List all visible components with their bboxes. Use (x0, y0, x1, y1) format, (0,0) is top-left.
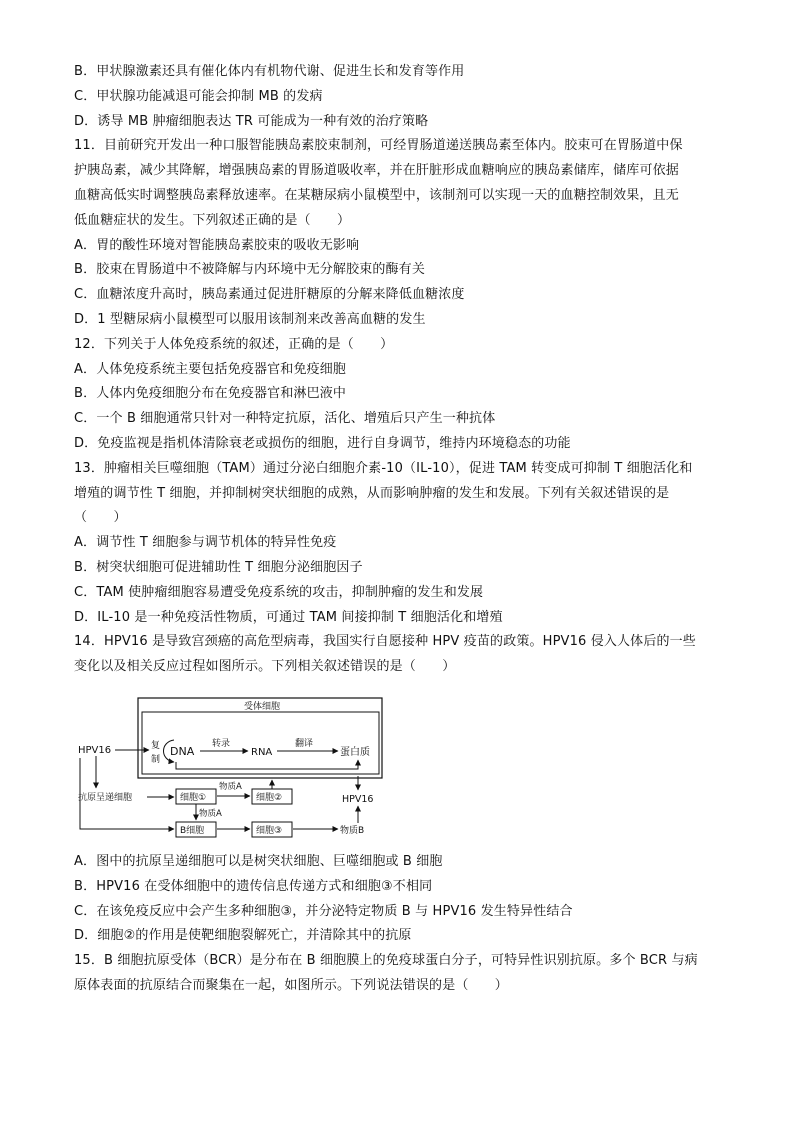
question-15 (74, 949, 724, 999)
q11-stem-line: 血糖高低实时调整胰岛素释放速率。在某糖尿病小鼠模型中，该制剂可以实现一天的血糖控制效果，且无 (74, 187, 679, 203)
host-cell-inner-box (142, 712, 379, 774)
q13-option-a: A．调节性 T 细胞参与调节机体的特异性免疫 (74, 535, 337, 551)
rna-label: RNA (251, 747, 273, 758)
protein-label: 蛋白质 (340, 747, 370, 758)
translation-label: 翻译 (295, 739, 314, 749)
q15-stem-line: 原体表面的抗原结合而聚集在一起，如图所示。下列说法错误的是（ ） (74, 977, 508, 993)
replication-label-2: 制 (151, 755, 161, 765)
question-13 (74, 457, 724, 631)
q11-option-b: B．胶束在胃肠道中不被降解与内环境中无分解胶束的酶有关 (74, 262, 425, 278)
question-12 (74, 333, 724, 457)
q14-stem-line: 14．HPV16 是导致宫颈癌的高危型病毒，我国实行自愿接种 HPV 疫苗的政策。HPV16 侵入人体后的一些 (74, 634, 696, 650)
q14-option-b: B．HPV16 在受体细胞中的遗传信息传递方式和细胞③不相同 (74, 878, 433, 894)
q12-option-a: A．人体免疫系统主要包括免疫器官和免疫细胞 (74, 361, 347, 377)
q13-option-b: B．树突状细胞可促进辅助性 T 细胞分泌细胞因子 (74, 559, 363, 575)
host-cell-label: 受体细胞 (244, 702, 281, 712)
q13-option-c: C．TAM 使肿瘤细胞容易遭受免疫系统的攻击，抑制肿瘤的发生和发展 (74, 584, 484, 600)
cell1-label: 细胞① (180, 793, 207, 803)
q14-option-c: C．在该免疫反应中会产生多种细胞③，并分泌特定物质 B 与 HPV16 发生特异性结合 (74, 903, 573, 919)
apc-label: 抗原呈递细胞 (78, 793, 133, 803)
substance-b-label: 物质B (340, 826, 365, 836)
cell2-label: 细胞② (256, 793, 283, 803)
q15-stem-line: 15．B 细胞抗原受体（BCR）是分布在 B 细胞膜上的免疫球蛋白分子，可特异性识别抗原。多个 BCR 与病 (74, 953, 698, 969)
replication-label-1: 复 (151, 741, 161, 751)
q11-stem-line: 11．目前研究开发出一种口服智能胰岛素胶束制剂，可经胃肠道递送胰岛素至体内。胶束可在胃肠道中保 (74, 138, 683, 154)
q14-option-d: D．细胞②的作用是使靶细胞裂解死亡，并清除其中的抗原 (74, 928, 412, 944)
question-sheet-continued (74, 850, 724, 999)
q11-option-a: A．胃的酸性环境对智能胰岛素胶束的吸收无影响 (74, 237, 360, 253)
q10-option-b: B．甲状腺激素还具有催化体内有机物代谢、促进生长和发育等作用 (74, 64, 465, 79)
q12-option-c: C．一个 B 细胞通常只针对一种特定抗原，活化、增殖后只产生一种抗体 (74, 411, 496, 427)
arrow-dna-to-protein (176, 760, 358, 769)
q13-stem-line: 13．肿瘤相关巨噬细胞（TAM）通过分泌白细胞介素-10（IL-10），促进 TAM 转变成可抑制 T 细胞活化和 (74, 460, 693, 476)
q10-options (74, 60, 724, 134)
hpv16-label: HPV16 (78, 745, 112, 756)
question-sheet (74, 60, 724, 680)
q11-option-d: D．1 型糖尿病小鼠模型可以服用该制剂来改善高血糖的发生 (74, 311, 426, 327)
q11-stem-line: 低血糖症状的发生。下列叙述正确的是（ ） (74, 212, 351, 228)
q13-stem-line: （ ） (74, 510, 127, 526)
q10-option-c: C．甲状腺功能减退可能会抑制 MB 的发病 (74, 88, 323, 104)
q14-stem-line: 变化以及相关反应过程如图所示。下列相关叙述错误的是（ ） (74, 659, 456, 675)
substance-a-label-top: 物质A (219, 782, 242, 792)
hpv16-bottom-label: HPV16 (342, 794, 374, 805)
q14-options (74, 850, 724, 949)
dna-label: DNA (170, 745, 195, 758)
question-14-stem (74, 630, 724, 680)
q12-option-b: B．人体内免疫细胞分布在免疫器官和淋巴液中 (74, 386, 347, 402)
substance-a-label-bottom: 物质A (199, 809, 222, 819)
question-11 (74, 134, 724, 332)
bcell-label: B细胞 (180, 826, 205, 836)
q14-option-a: A．图中的抗原呈递细胞可以是树突状细胞、巨噬细胞或 B 细胞 (74, 854, 443, 869)
q12-option-d: D．免疫监视是指机体清除衰老或损伤的细胞，进行自身调节，维持内环境稳态的功能 (74, 435, 571, 451)
q12-stem: 12．下列关于人体免疫系统的叙述，正确的是（ ） (74, 336, 394, 352)
q13-stem-line: 增殖的调节性 T 细胞，并抑制树突状细胞的成熟，从而影响肿瘤的发生和发展。下列有关叙述错误的是 (74, 485, 670, 501)
transcription-label: 转录 (212, 739, 231, 749)
q13-option-d: D．IL-10 是一种免疫活性物质，可通过 TAM 间接抑制 T 细胞活化和增殖 (74, 609, 503, 625)
q11-option-c: C．血糖浓度升高时，胰岛素通过促进肝糖原的分解来降低血糖浓度 (74, 287, 465, 303)
hpv16-immune-diagram (76, 696, 384, 841)
q10-option-d: D．诱导 MB 肿瘤细胞表达 TR 可能成为一种有效的治疗策略 (74, 113, 429, 129)
cell3-label: 细胞③ (256, 826, 283, 836)
q11-stem-line: 护胰岛素，减少其降解，增强胰岛素的胃肠道吸收率，并在肝脏形成血糖响应的胰岛素储库，储库可依据 (74, 163, 679, 179)
